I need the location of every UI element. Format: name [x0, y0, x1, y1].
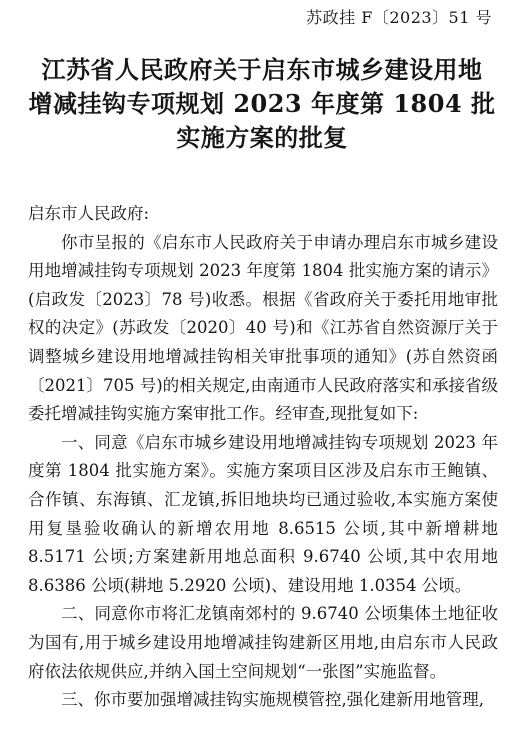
title-line-1: 江苏省人民政府关于启东市城乡建设用地: [41, 55, 483, 84]
paragraph-intro: 你市呈报的《启东市人民政府关于申请办理启东市城乡建设用地增减挂钩专项规划 2023 年度第 1804 批实施方案的请示》(启政发〔2023〕78 号)收悉。根据《省政府关于委托用地审批权的决定》(苏政发〔2020〕40 号)和《江苏省自然资源厅关于调整城乡建设用地增减挂钩相关审批事项的通知》(苏自然资函〔2021〕705 号)的相关规定,由南通市人民政府落实和承接省级委托增减挂钩实施方案审批工作。经审查,现批复如下:: [28, 232, 498, 424]
document-title: [0, 53, 524, 155]
paragraph-item-1: 一、同意《启东市城乡建设用地增减挂钩专项规划 2023 年度第 1804 批实施方案》。实施方案项目区涉及启东市王鲍镇、合作镇、东海镇、汇龙镇,拆旧地块均已通过验收,本实施方案使用复垦验收确认的新增农用地 8.6515 公顷,其中新增耕地 8.5171 公顷;方案建新用地总面积 9.6740 公顷,其中农用地 8.6386 公顷(耕地 5.2920 公顷)、建设用地 1.0354 公顷。: [28, 432, 498, 595]
paragraph-item-2: 二、同意你市将汇龙镇南郊村的 9.6740 公顷集体土地征收为国有,用于城乡建设用地增减挂钩建新区用地,由启东市人民政府依法依规供应,并纳入国土空间规划“一张图”实施监督。: [28, 604, 498, 681]
salutation: 启东市人民政府:: [28, 204, 150, 223]
document-body: [28, 200, 498, 715]
paragraph-item-3: 三、你市要加强增减挂钩实施规模管控,强化建新用地管理,: [61, 690, 484, 710]
document-number: 苏政挂 F〔2023〕51 号: [306, 8, 492, 27]
title-line-2: 增减挂钩专项规划 2023 年度第 1804 批: [28, 89, 496, 118]
title-line-3: 实施方案的批复: [176, 123, 348, 152]
